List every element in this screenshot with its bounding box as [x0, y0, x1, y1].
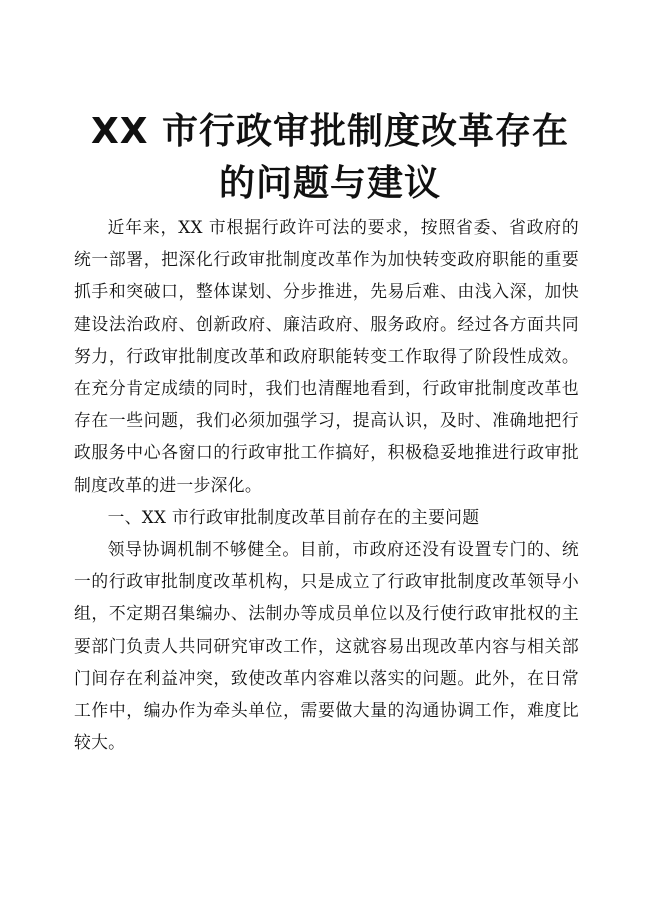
- document-title: [60, 106, 600, 210]
- document-body: [74, 211, 579, 758]
- section-heading: 一、XX 市行政审批制度改革目前存在的主要问题: [107, 506, 480, 527]
- title-line-1: XX 市行政审批制度改革存在: [90, 111, 570, 153]
- title-line-2: 的问题与建议: [218, 163, 441, 205]
- body-paragraph: 领导协调机制不够健全。目前，市政府还没有设置专门的、统一的行政审批制度改革机构，只是成立了行政审批制度改革领导小组，不定期召集编办、法制办等成员单位以及行使行政审批权的主要部门负责人共同研究审改工作，这就容易出现改革内容与相关部门间存在利益冲突，致使改革内容难以落实的问题。此外，在日常工作中，编办作为牵头单位，需要做大量的沟通协调工作，难度比较大。: [74, 539, 579, 753]
- intro-paragraph: 近年来，XX 市根据行政许可法的要求，按照省委、省政府的统一部署，把深化行政审批制度改革作为加快转变政府职能的重要抓手和突破口，整体谋划、分步推进，先易后难、由浅入深，加快建设法治政府、创新政府、廉洁政府、服务政府。经过各方面共同努力，行政审批制度改革和政府职能转变工作取得了阶段性成效。在充分肯定成绩的同时，我们也清醒地看到，行政审批制度改革也存在一些问题，我们必须加强学习，提高认识，及时、准确地把行政服务中心各窗口的行政审批工作搞好，积极稳妥地推进行政审批制度改革的进一步深化。: [74, 217, 579, 495]
